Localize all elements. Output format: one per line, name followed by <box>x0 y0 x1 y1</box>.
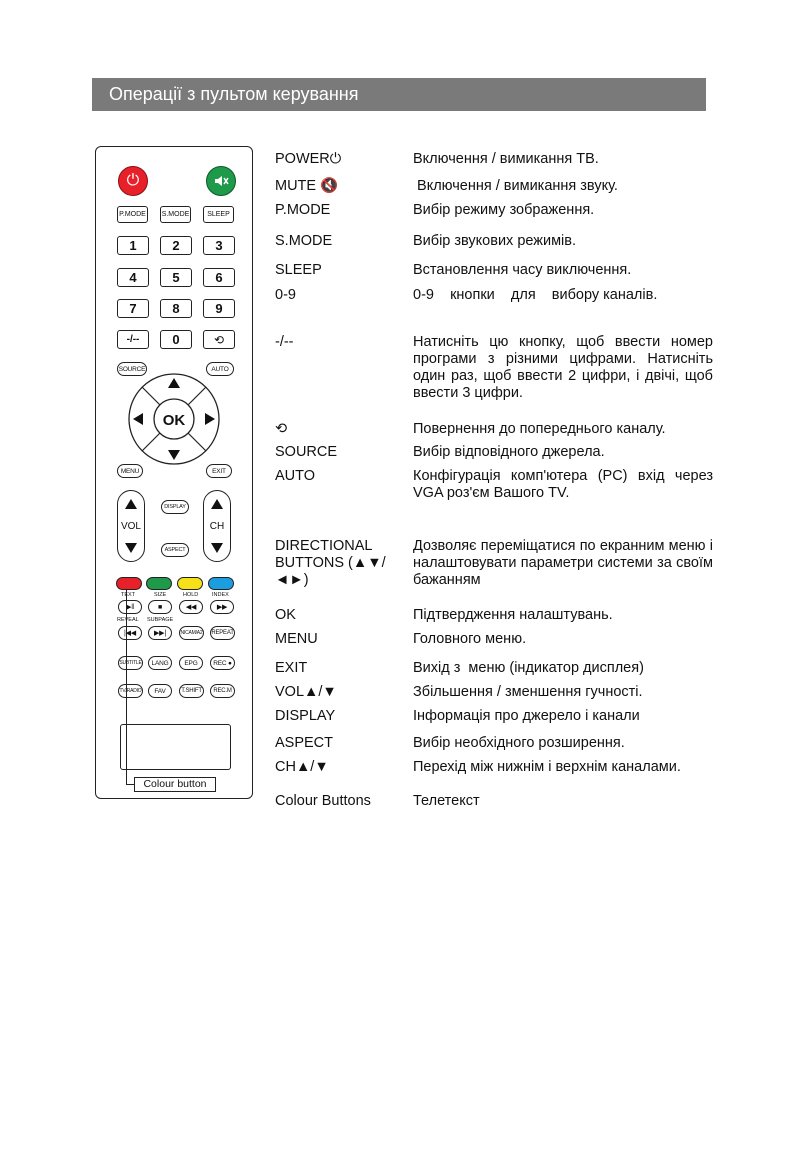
mute-button[interactable] <box>206 166 236 196</box>
recm-button[interactable]: REC.M <box>210 684 235 698</box>
desc-recall: Повернення до попереднього каналу. <box>413 421 666 437</box>
desc-mute: Включення / вимикання звуку. <box>413 178 618 194</box>
fav-button[interactable]: FAV <box>148 684 172 698</box>
nicam-button[interactable]: NICAM/A2 <box>179 626 204 640</box>
power-button[interactable] <box>118 166 148 196</box>
red-button[interactable] <box>116 577 142 590</box>
source-button[interactable]: SOURCE <box>117 362 147 376</box>
hold-label: HOLD <box>183 592 199 598</box>
term-menu: MENU <box>275 631 318 647</box>
forward-icon: ▶▶ <box>216 604 228 611</box>
stop-icon: ■ <box>157 603 163 611</box>
callout-line <box>126 784 134 785</box>
menu-button[interactable]: MENU <box>117 464 143 478</box>
digit-8-button[interactable]: 8 <box>160 299 192 318</box>
term-colour: Colour Buttons <box>275 793 371 809</box>
rewind-icon: ◀◀ <box>185 604 197 611</box>
exit-button[interactable]: EXIT <box>206 464 232 478</box>
vol-up-icon <box>125 499 137 509</box>
display-button[interactable]: DISPLAY <box>161 500 189 514</box>
index-label: INDEX <box>212 592 229 598</box>
term-directional: DIRECTIONAL BUTTONS (▲▼/◄►) <box>275 538 386 588</box>
digit-5-button[interactable]: 5 <box>160 268 192 287</box>
stop-button[interactable] <box>148 600 172 614</box>
next-button[interactable] <box>148 626 172 640</box>
ok-button[interactable]: OK <box>162 412 186 429</box>
digit-4-button[interactable]: 4 <box>117 268 149 287</box>
recall-icon: ⟲ <box>213 332 225 347</box>
mute-icon <box>213 173 229 189</box>
play-pause-icon: ▶‖ <box>126 604 134 611</box>
desc-colour: Телетекст <box>413 793 480 809</box>
rewind-button[interactable] <box>179 600 203 614</box>
desc-ok: Підтвердження налаштувань. <box>413 607 613 623</box>
text-label: TEXT <box>121 592 136 598</box>
digit-6-button[interactable]: 6 <box>203 268 235 287</box>
desc-power: Включення / вимикання ТВ. <box>413 151 599 167</box>
term-vol: VOL▲/▼ <box>275 684 337 700</box>
prev-button[interactable] <box>118 626 142 640</box>
desc-digits: 0-9 кнопки для вибору каналів. <box>413 287 658 303</box>
yellow-button[interactable] <box>177 577 203 590</box>
desc-menu: Головного меню. <box>413 631 527 647</box>
term-pmode: P.MODE <box>275 202 331 218</box>
auto-button[interactable]: AUTO <box>206 362 234 376</box>
desc-aspect: Вибір необхідного розширення. <box>413 735 625 751</box>
play-pause-button[interactable] <box>118 600 142 614</box>
epg-button[interactable]: EPG <box>179 656 203 670</box>
digit-1-button[interactable]: 1 <box>117 236 149 255</box>
term-sleep: SLEEP <box>275 262 322 278</box>
subtitle-button[interactable]: SUBTITLE <box>118 656 143 670</box>
desc-auto: Конфігурація комп'ютера (PC) вхід через VGA роз'єм Вашого TV. <box>413 468 713 501</box>
remote-display-window <box>120 724 231 770</box>
sleep-button[interactable]: SLEEP <box>203 206 234 223</box>
term-display: DISPLAY <box>275 708 336 724</box>
vol-label: VOL <box>120 520 141 532</box>
pmode-button[interactable]: P.MODE <box>117 206 148 223</box>
term-smode: S.MODE <box>275 233 333 249</box>
digit-3-button[interactable]: 3 <box>203 236 235 255</box>
digit-7-button[interactable]: 7 <box>117 299 149 318</box>
blue-button[interactable] <box>208 577 234 590</box>
left-arrow-icon[interactable] <box>133 413 143 425</box>
ch-down-icon <box>211 543 223 553</box>
aspect-button[interactable]: ASPECT <box>161 543 189 557</box>
power-icon: ⏻ <box>126 172 140 189</box>
term-power: POWER⏻ <box>275 151 342 167</box>
colour-button-callout: Colour button <box>134 777 216 792</box>
callout-line <box>126 590 127 784</box>
term-exit: EXIT <box>275 660 308 676</box>
reveal-label: REVEAL <box>117 617 139 623</box>
digit-9-button[interactable]: 9 <box>203 299 235 318</box>
desc-smode: Вибір звукових режимів. <box>413 233 577 249</box>
forward-button[interactable] <box>210 600 234 614</box>
desc-directional: Дозволяє переміщатися по екранним меню і налаштовувати параметри системи за своїм бажанням <box>413 538 713 588</box>
desc-display: Інформація про джерело і канали <box>413 708 640 724</box>
desc-exit: Вихід з меню (індикатор дисплея) <box>413 660 644 676</box>
vol-rocker[interactable] <box>117 490 145 562</box>
dash-button[interactable]: -/-- <box>117 330 149 349</box>
term-digits: 0-9 <box>275 287 296 303</box>
right-arrow-icon[interactable] <box>205 413 215 425</box>
term-ch: CH▲/▼ <box>275 759 329 775</box>
recall-button[interactable] <box>203 330 235 349</box>
desc-sleep: Встановлення часу виключення. <box>413 262 632 278</box>
size-label: SIZE <box>154 592 167 598</box>
down-arrow-icon[interactable] <box>168 450 180 460</box>
term-dash: -/-- <box>275 334 294 350</box>
subpage-label: SUBPAGE <box>147 617 174 623</box>
green-button[interactable] <box>146 577 172 590</box>
term-auto: AUTO <box>275 468 316 484</box>
digit-2-button[interactable]: 2 <box>160 236 192 255</box>
ch-rocker[interactable] <box>203 490 231 562</box>
desc-source: Вибір відповідного джерела. <box>413 444 605 460</box>
smode-button[interactable]: S.MODE <box>160 206 191 223</box>
tshift-button[interactable]: T.SHIFT <box>179 684 204 698</box>
next-icon: ▶▶| <box>154 630 166 637</box>
ch-up-icon <box>211 499 223 509</box>
directional-pad <box>127 372 221 466</box>
term-mute: MUTE 🔇 <box>275 178 339 194</box>
term-recall: ⟲ <box>275 421 288 437</box>
desc-dash: Натисніть цю кнопку, щоб ввести номер програми з різними цифрами. Натисніть один раз, щоб ввести 2 цифри, і двічі, щоб ввести 3 цифри. <box>413 334 713 401</box>
tvradio-button[interactable]: TV/RADIO <box>118 684 143 698</box>
section-header: Операції з пультом керування <box>92 78 706 111</box>
desc-ch: Перехід між нижнім і верхнім каналами. <box>413 759 681 775</box>
digit-0-button[interactable]: 0 <box>160 330 192 349</box>
desc-vol: Збільшення / зменшення гучності. <box>413 684 643 700</box>
lang-button[interactable]: LANG <box>148 656 172 670</box>
ch-label: CH <box>209 520 225 532</box>
term-ok: OK <box>275 607 296 623</box>
up-arrow-icon[interactable] <box>168 378 180 388</box>
vol-down-icon <box>125 543 137 553</box>
desc-pmode: Вибір режиму зображення. <box>413 202 595 218</box>
repeat-button[interactable]: REPEAT <box>210 626 235 640</box>
rec-button[interactable]: REC ● <box>210 656 235 670</box>
prev-icon: |◀◀ <box>124 630 136 637</box>
term-aspect: ASPECT <box>275 735 334 751</box>
term-source: SOURCE <box>275 444 338 460</box>
